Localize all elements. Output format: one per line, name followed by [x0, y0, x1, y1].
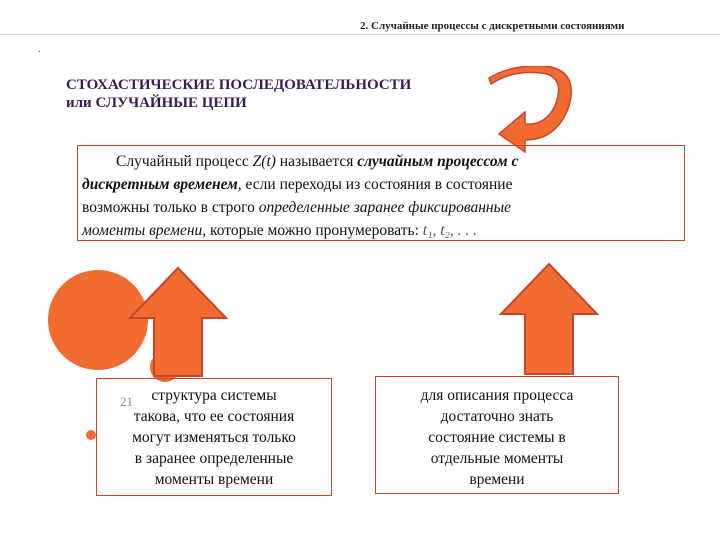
definition-line-3-text: возможны только в строго	[82, 199, 259, 216]
slide-title	[66, 76, 496, 112]
slide-title-line-1: СТОХАСТИЧЕСКИЕ ПОСЛЕДОВАТЕЛЬНОСТИ	[66, 77, 412, 93]
definition-emphasis-2: дискретным временем	[82, 176, 238, 193]
definition-line-2	[82, 173, 682, 196]
time-sequence: t₁, t₂, . . .	[422, 222, 478, 239]
left-box-line: могут изменяться только	[132, 429, 296, 446]
definition-line-3	[82, 196, 682, 219]
slide-title-line-2: или СЛУЧАЙНЫЕ ЦЕПИ	[66, 95, 247, 111]
definition-text	[82, 150, 682, 242]
definition-part-3: , если переходы из состояния в состояние	[237, 176, 513, 193]
decor-circle-tiny	[86, 430, 96, 440]
left-box-line: такова, что ее состояния	[133, 408, 295, 425]
process-description-box	[375, 376, 619, 494]
curved-arrow-icon	[485, 66, 575, 156]
right-box-line: достаточно знать	[440, 408, 554, 425]
header-divider	[0, 34, 720, 35]
right-box-line: для описания процесса	[420, 387, 574, 404]
definition-line-4	[82, 219, 682, 242]
page-number: 21	[120, 394, 133, 409]
definition-line-4-emphasis: моменты времени	[82, 222, 203, 239]
right-box-line: состояние системы в	[428, 429, 566, 446]
definition-part-2: называется	[275, 153, 358, 170]
up-arrow-icon	[128, 266, 228, 378]
definition-line-1	[82, 150, 682, 173]
definition-emphasis-1: случайным процессом с	[357, 153, 519, 170]
left-box-line: в заранее определенные	[134, 450, 294, 467]
definition-line-3-emphasis: определенные заранее фиксированные	[258, 199, 511, 216]
up-arrow-icon	[499, 262, 599, 376]
slide-marker: .	[38, 44, 41, 55]
definition-variable: Z(t)	[252, 153, 276, 170]
left-box-line: структура системы	[151, 387, 277, 404]
right-box-line: отдельные моменты	[430, 450, 564, 467]
section-header: 2. Случайные процессы с дискретными состояниями	[360, 20, 625, 32]
left-box-line: моменты времени	[154, 471, 274, 488]
right-box-line: времени	[469, 471, 525, 488]
definition-part-1: Случайный процесс	[116, 153, 253, 170]
definition-line-4-text: , которые можно пронумеровать:	[202, 222, 423, 239]
